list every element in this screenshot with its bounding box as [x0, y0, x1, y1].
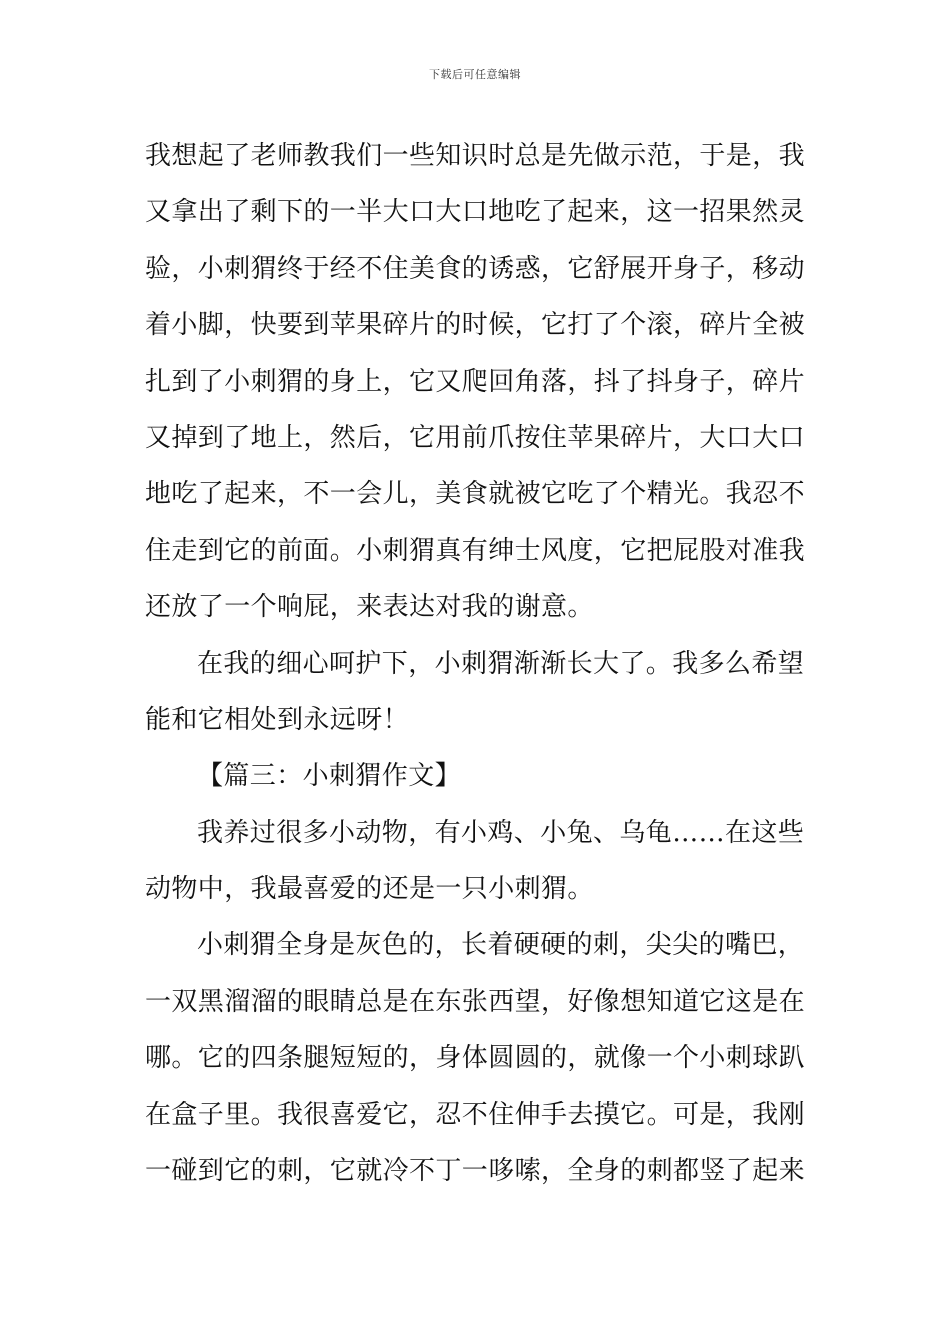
text-line-19: 一碰到它的刺，它就冷不丁一哆嗦，全身的刺都竖了起来 — [145, 1156, 806, 1187]
text-line-8: 住走到它的前面。小刺猬真有绅士风度，它把屁股对准我 — [145, 535, 806, 566]
text-line-2: 又拿出了剩下的一半大口大口地吃了起来，这一招果然灵 — [145, 197, 806, 228]
page-header: 下载后可任意编辑 — [429, 68, 521, 81]
text-line-14: 动物中，我最喜爱的还是一只小刺猬。 — [145, 874, 594, 905]
section-heading: 【篇三：小刺猬作文】 — [197, 761, 462, 792]
text-line-13: 我养过很多小动物，有小鸡、小兔、乌龟……在这些 — [197, 817, 805, 848]
document-body — [145, 128, 805, 1199]
text-line-7: 地吃了起来，不一会儿，美食就被它吃了个精光。我忍不 — [145, 479, 806, 510]
text-line-1: 我想起了老师教我们一些知识时总是先做示范，于是，我 — [145, 141, 806, 171]
text-line-6: 又掉到了地上，然后，它用前爪按住苹果碎片，大口大口 — [145, 422, 806, 453]
text-line-4: 着小脚，快要到苹果碎片的时候，它打了个滚，碎片全被 — [145, 310, 806, 341]
text-line-3: 验，小刺猬终于经不住美食的诱惑，它舒展开身子，移动 — [145, 253, 806, 284]
text-line-10: 在我的细心呵护下，小刺猬渐渐长大了。我多么希望 — [197, 648, 805, 679]
text-line-17: 哪。它的四条腿短短的，身体圆圆的，就像一个小刺球趴 — [145, 1043, 806, 1074]
text-line-16: 一双黑溜溜的眼睛总是在东张西望，好像想知道它这是在 — [145, 986, 806, 1017]
text-line-18: 在盒子里。我很喜爱它，忍不住伸手去摸它。可是，我刚 — [145, 1099, 806, 1130]
text-line-5: 扎到了小刺猬的身上，它又爬回角落，抖了抖身子，碎片 — [145, 366, 806, 397]
text-line-15: 小刺猬全身是灰色的，长着硬硬的刺，尖尖的嘴巴， — [197, 930, 805, 961]
text-line-11: 能和它相处到永远呀！ — [145, 704, 410, 735]
text-line-9: 还放了一个响屁，来表达对我的谢意。 — [145, 592, 594, 623]
